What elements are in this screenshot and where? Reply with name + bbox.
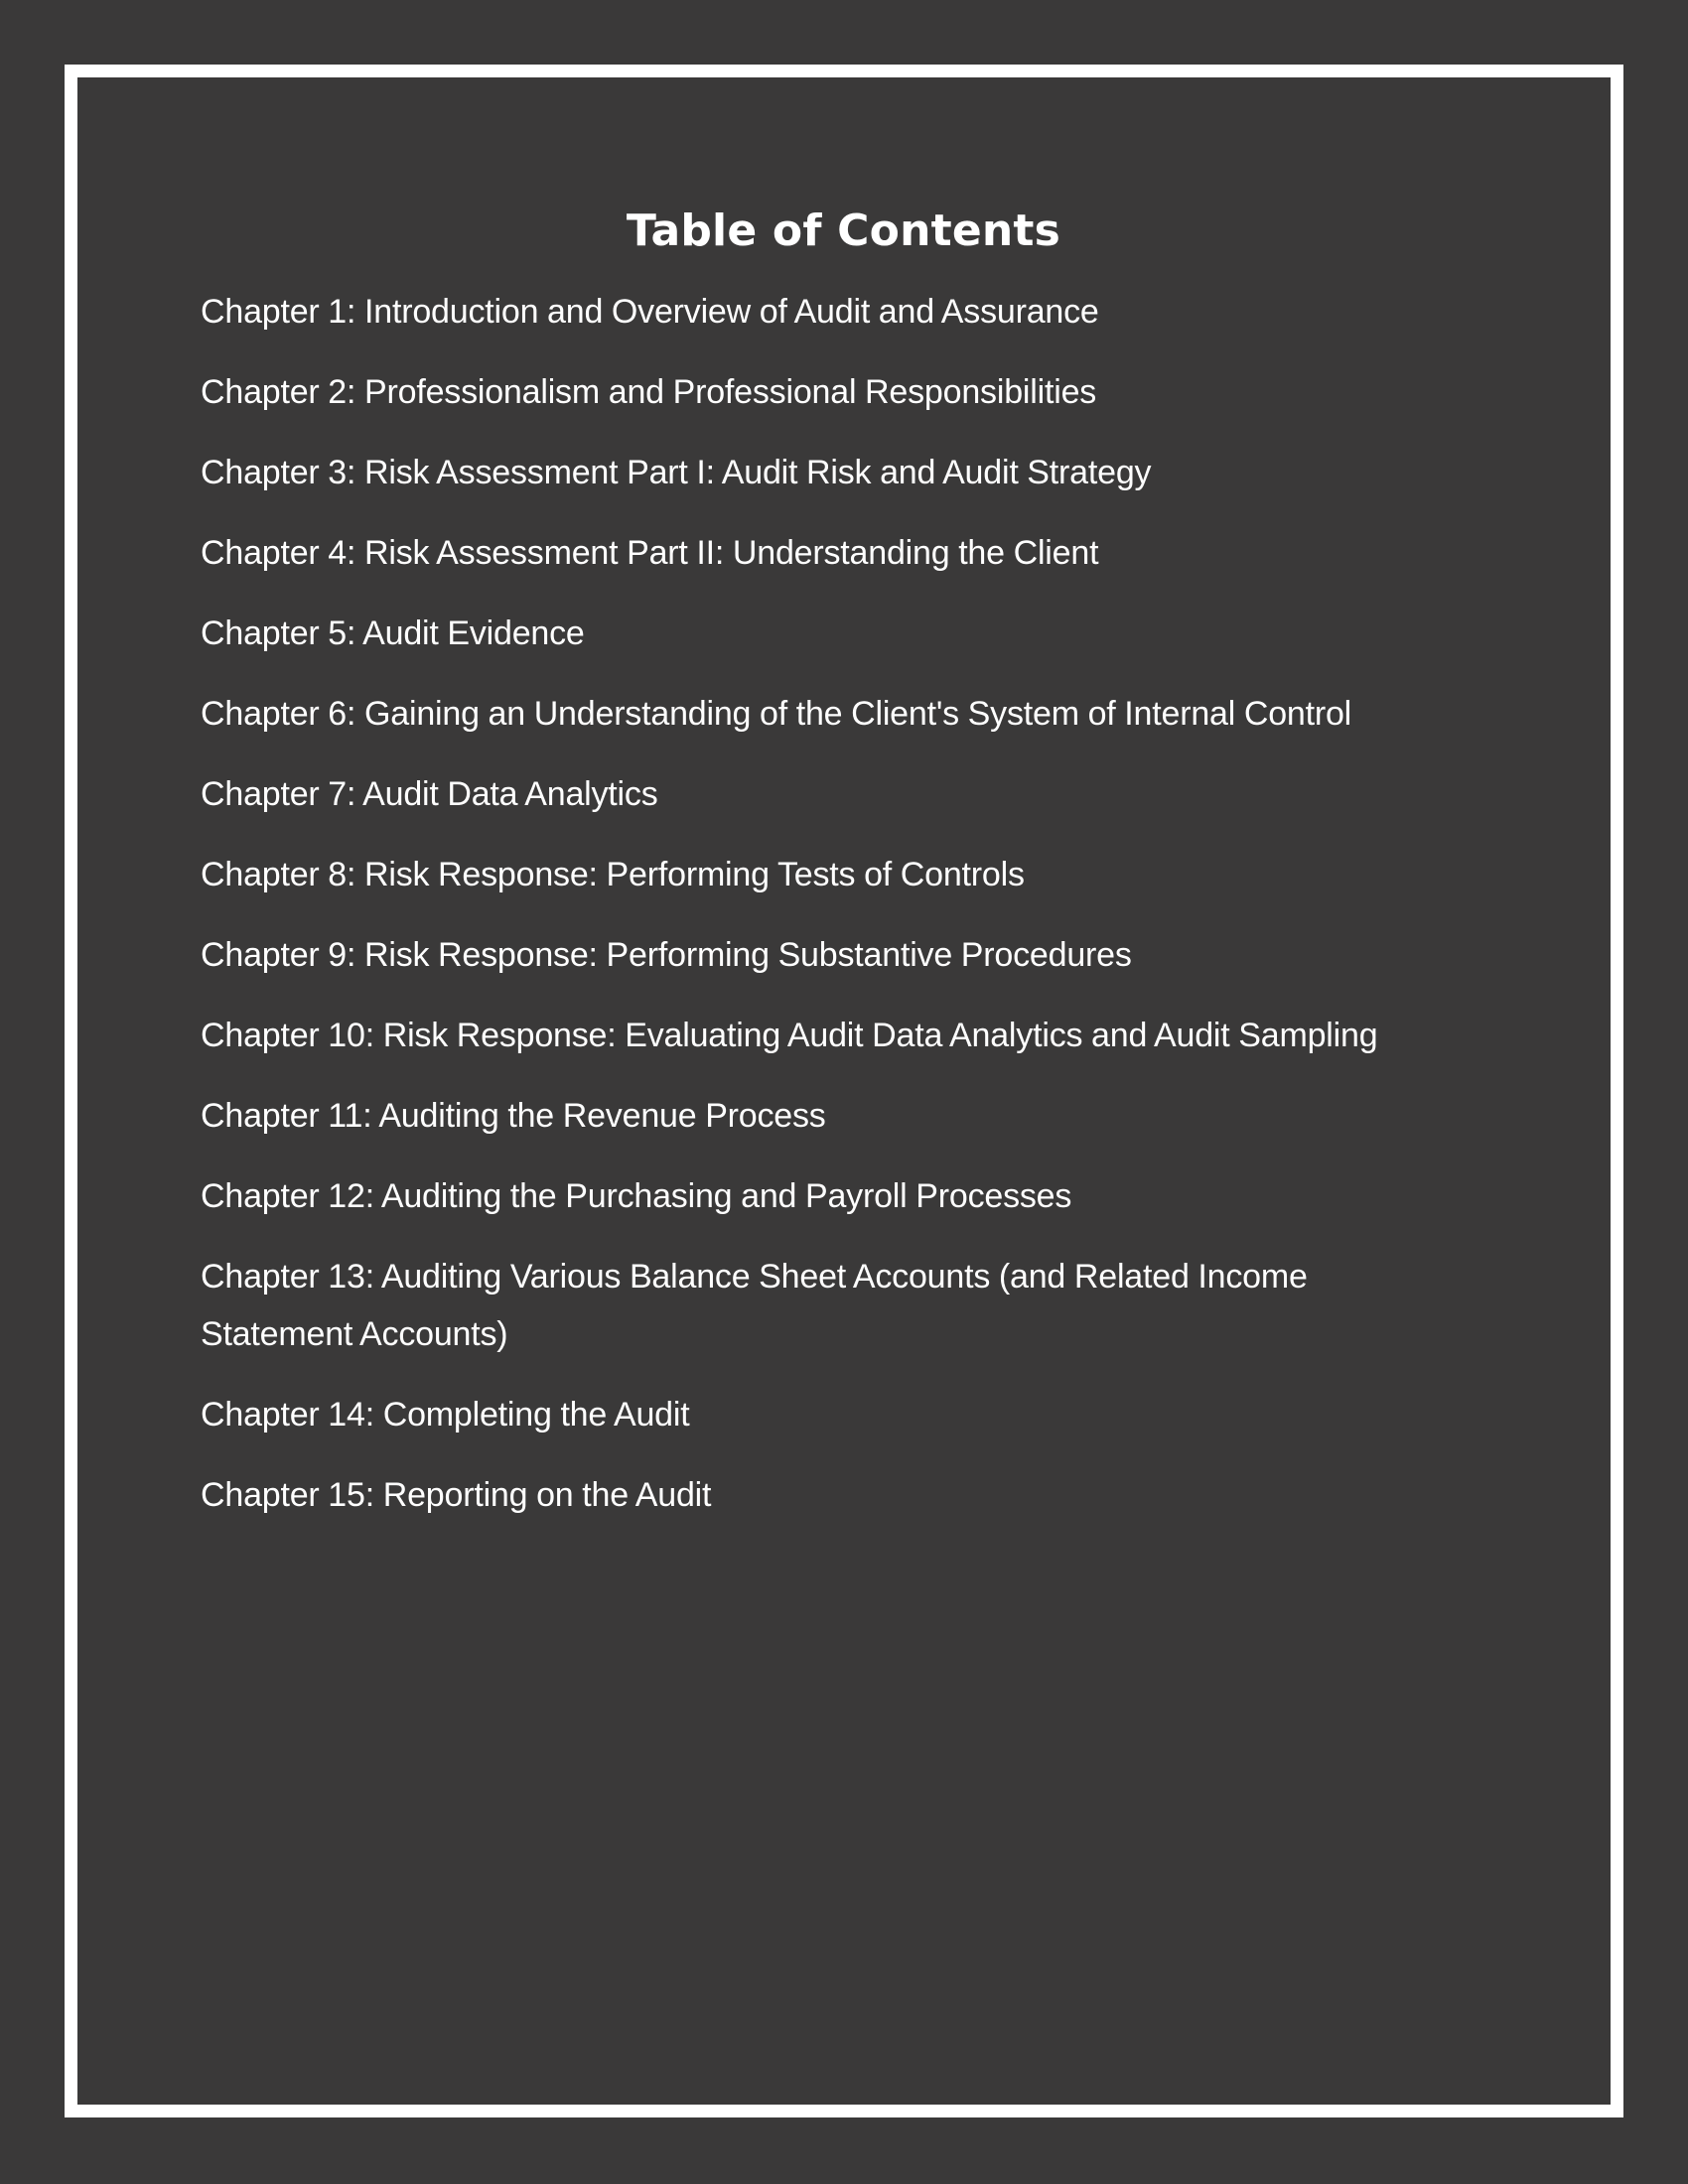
list-item[interactable]: Chapter 10: Risk Response: Evaluating Audit Data Analytics and Audit Sampling: [201, 1016, 1378, 1054]
list-item[interactable]: Chapter 8: Risk Response: Performing Tests of Controls: [201, 855, 1025, 893]
list-item[interactable]: Chapter 14: Completing the Audit: [201, 1395, 690, 1433]
list-item[interactable]: Chapter 2: Professionalism and Professional Responsibilities: [201, 372, 1097, 411]
list-item[interactable]: Chapter 6: Gaining an Understanding of the Client's System of Internal Control: [201, 694, 1352, 733]
list-item[interactable]: Chapter 5: Audit Evidence: [201, 614, 585, 652]
page-title: Table of Contents: [626, 205, 1061, 256]
decorative-border-frame: [65, 65, 1623, 2117]
list-item[interactable]: Chapter 3: Risk Assessment Part I: Audit Risk and Audit Strategy: [201, 453, 1152, 491]
list-item[interactable]: Chapter 13: Auditing Various Balance Sheet Accounts (and Related Income Statement Accounts): [201, 1257, 1308, 1353]
list-item[interactable]: Chapter 4: Risk Assessment Part II: Understanding the Client: [201, 533, 1099, 572]
list-item[interactable]: Chapter 11: Auditing the Revenue Process: [201, 1096, 826, 1135]
chapter-list: [201, 283, 1516, 1524]
table-of-contents-section: [77, 77, 1611, 2105]
list-item[interactable]: Chapter 15: Reporting on the Audit: [201, 1475, 712, 1514]
list-item[interactable]: Chapter 7: Audit Data Analytics: [201, 774, 658, 813]
list-item[interactable]: Chapter 1: Introduction and Overview of Audit and Assurance: [201, 292, 1099, 331]
list-item[interactable]: Chapter 12: Auditing the Purchasing and Payroll Processes: [201, 1176, 1072, 1215]
list-item[interactable]: Chapter 9: Risk Response: Performing Substantive Procedures: [201, 935, 1132, 974]
